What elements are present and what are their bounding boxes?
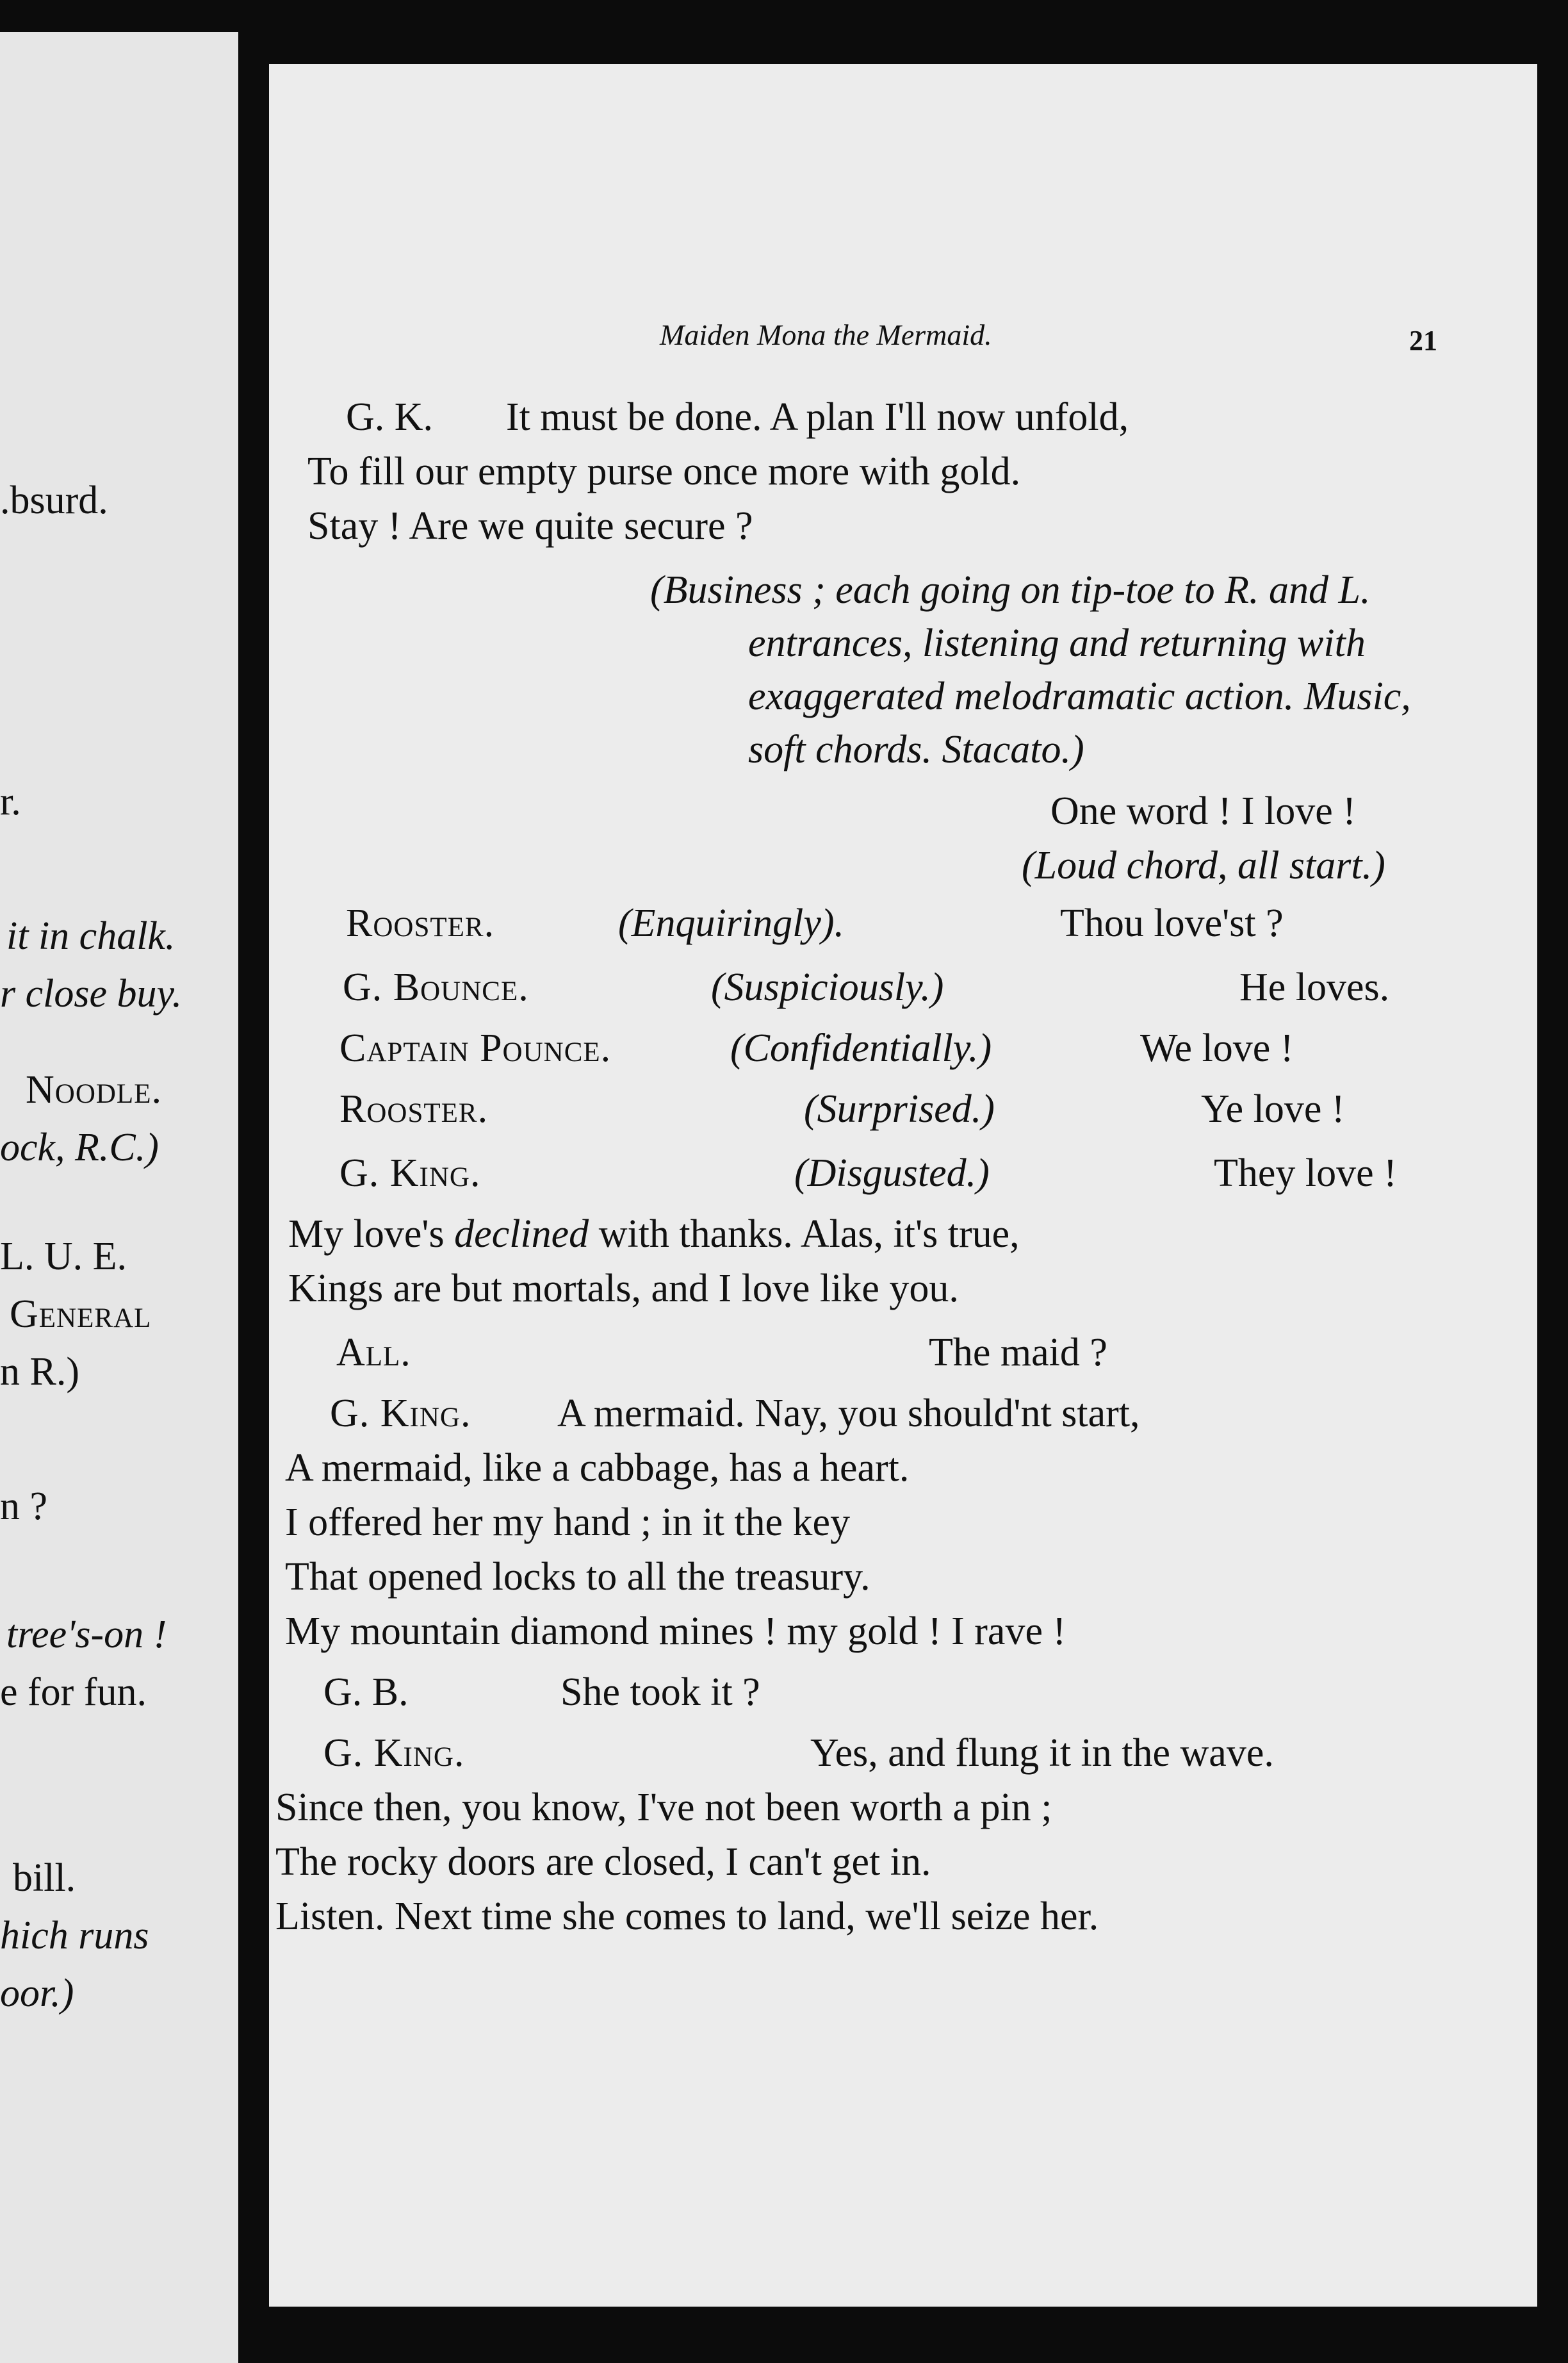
dialogue-line: I offered her my hand ; in it the key	[285, 1501, 851, 1544]
stage-direction: (Confidentially.)	[730, 1026, 992, 1070]
stage-direction: (Disgusted.)	[794, 1151, 990, 1195]
stage-direction: exaggerated melodramatic action. Music,	[748, 675, 1411, 718]
page-number: 21	[1409, 325, 1437, 356]
left-line: r.	[0, 780, 21, 823]
stage-direction: (Suspiciously.)	[711, 966, 944, 1009]
stage-direction: soft chords. Stacato.)	[748, 728, 1084, 771]
speaker-name: Captain Pounce.	[339, 1026, 612, 1070]
dialogue-line: Since then, you know, I've not been worth a pin ;	[275, 1786, 1052, 1829]
dialogue-line: Thou love'st ?	[1060, 902, 1284, 945]
left-line: ock, R.C.)	[0, 1126, 159, 1169]
book-gutter	[238, 0, 269, 2363]
left-line: General	[10, 1292, 152, 1336]
speaker-name: G. Bounce.	[343, 966, 529, 1009]
right-page	[269, 64, 1537, 2307]
dialogue-line: A mermaid. Nay, you should'nt start,	[557, 1392, 1140, 1435]
speaker-name: All.	[336, 1331, 411, 1374]
left-line: it in chalk.	[6, 914, 176, 958]
dialogue-line: That opened locks to all the treasury.	[285, 1555, 870, 1599]
dialogue-line: Ye love !	[1201, 1087, 1345, 1131]
speaker-name: G. King.	[323, 1731, 465, 1775]
speaker-name: G. King.	[339, 1151, 481, 1195]
stage-direction: (Loud chord, all start.)	[1022, 844, 1385, 887]
left-line: e for fun.	[0, 1670, 147, 1714]
running-title: Maiden Mona the Mermaid.	[660, 318, 992, 351]
dialogue-line: Listen. Next time she comes to land, we'll seize her.	[275, 1895, 1099, 1938]
speaker-name: Rooster.	[339, 1087, 489, 1131]
stage-direction: (Business ; each going on tip-toe to R. and L.	[650, 568, 1371, 612]
dialogue-line: To fill our empty purse once more with gold.	[307, 450, 1021, 493]
dialogue-line: Yes, and flung it in the wave.	[810, 1731, 1274, 1775]
dialogue-line: They love !	[1214, 1151, 1397, 1195]
speaker-name: Rooster.	[346, 902, 495, 945]
dialogue-line: Stay ! Are we quite secure ?	[307, 504, 753, 548]
dialogue-line: One word ! I love !	[1050, 789, 1356, 833]
speaker-name: G. K.	[346, 395, 434, 439]
dialogue-line	[288, 1214, 1020, 1254]
stage-direction: (Enquiringly).	[618, 902, 844, 945]
stage-direction: entrances, listening and returning with	[748, 622, 1366, 665]
left-line: r close buy.	[0, 972, 183, 1016]
dialogue-line: The rocky doors are closed, I can't get in.	[275, 1840, 931, 1884]
speaker-name: G. B.	[323, 1670, 409, 1714]
emphasis: declined	[454, 1212, 589, 1256]
speaker-name: G. King.	[330, 1392, 471, 1435]
left-line: oor.)	[0, 1972, 74, 2015]
left-line: bill.	[13, 1856, 76, 1900]
dialogue-line: We love !	[1140, 1026, 1294, 1070]
left-line: tree's-on !	[6, 1613, 167, 1656]
left-page-fragment	[0, 32, 238, 2363]
left-line: .bsurd.	[0, 479, 108, 522]
dialogue-line: Kings are but mortals, and I love like you.	[288, 1267, 959, 1310]
dialogue-line: The maid ?	[929, 1331, 1107, 1374]
dialogue-line: He loves.	[1239, 966, 1390, 1009]
left-line: hich runs	[0, 1914, 149, 1957]
dialogue-text: My love's	[288, 1212, 455, 1256]
dialogue-line: My mountain diamond mines ! my gold ! I rave !	[285, 1610, 1066, 1653]
left-line: L. U. E.	[0, 1235, 127, 1278]
dialogue-text: with thanks. Alas, it's true,	[589, 1212, 1020, 1256]
stage-direction: (Surprised.)	[804, 1087, 995, 1131]
left-line: n ?	[0, 1485, 48, 1528]
dialogue-line: A mermaid, like a cabbage, has a heart.	[285, 1446, 910, 1490]
dialogue-line: She took it ?	[560, 1670, 760, 1714]
left-line: Noodle.	[26, 1068, 162, 1112]
left-line: n R.)	[0, 1350, 79, 1394]
dialogue-line: It must be done. A plan I'll now unfold,	[506, 395, 1129, 439]
